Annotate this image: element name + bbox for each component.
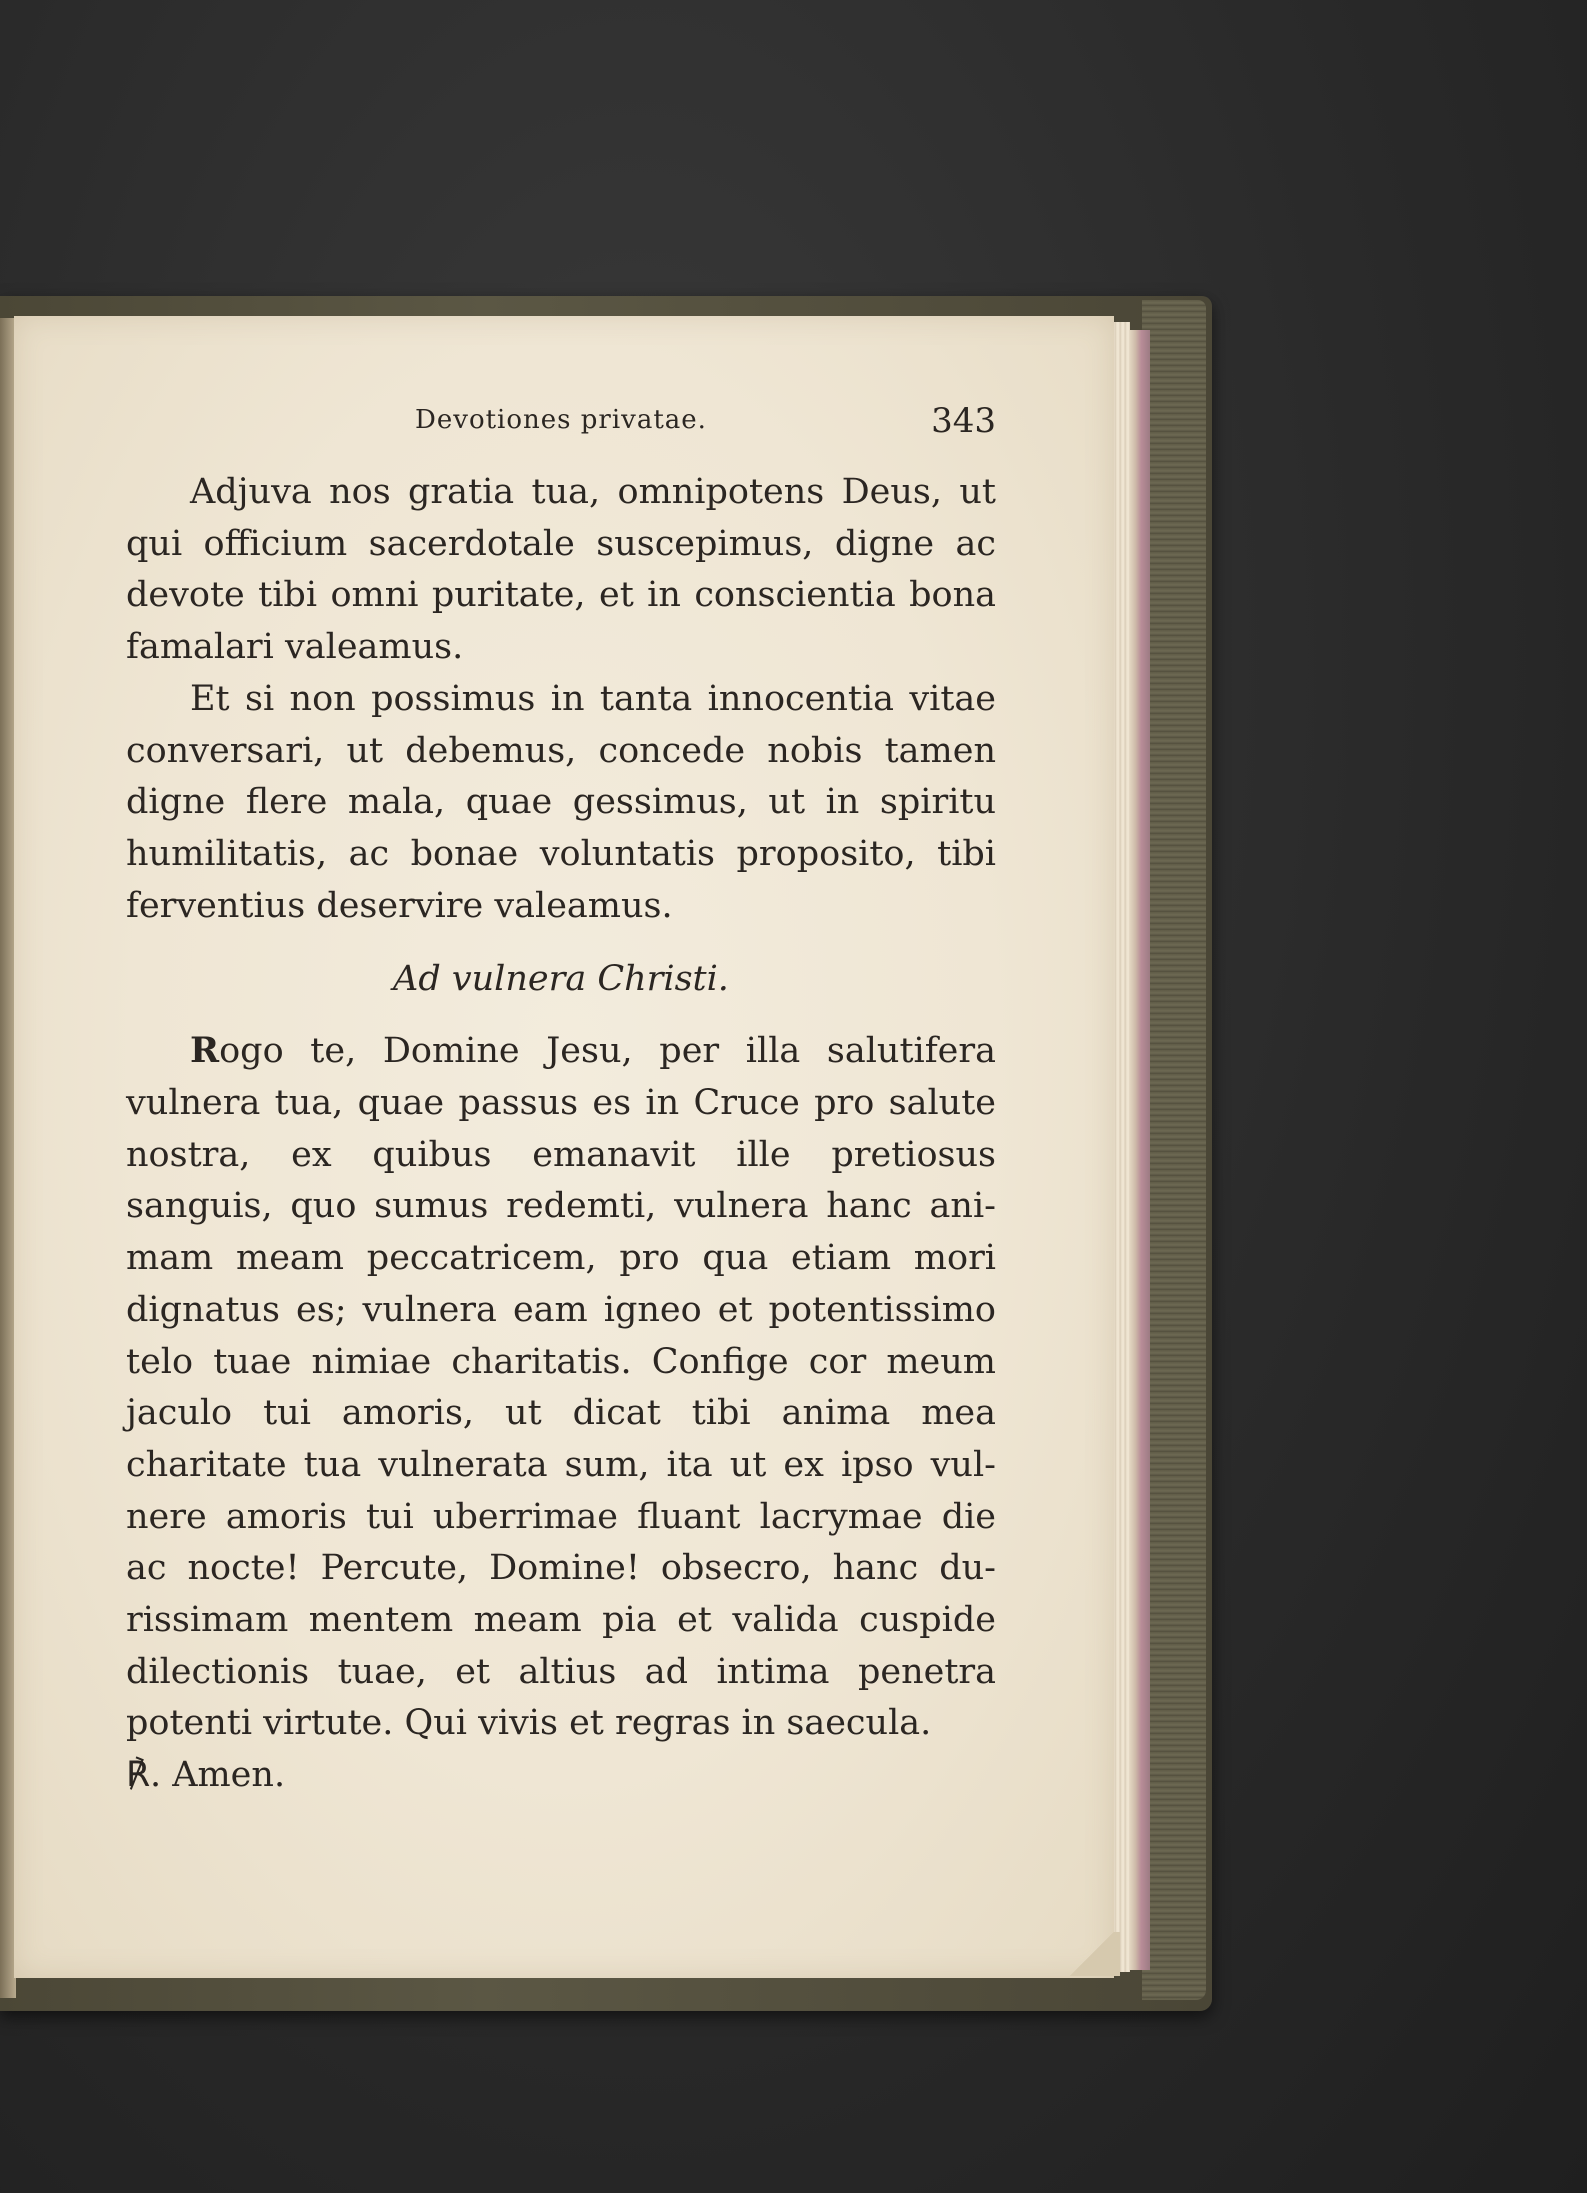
page-edge-lines	[1112, 322, 1130, 1972]
page-content	[126, 399, 996, 1802]
response-sign: ℟.	[126, 1755, 162, 1796]
response-text: Amen.	[172, 1755, 286, 1796]
section-heading: Ad vulnera Christi.	[393, 959, 729, 1000]
initial-letter: R	[190, 1030, 220, 1072]
page-edges-tinted	[1128, 330, 1150, 1970]
paragraph-rogo-text: ogo te, Domine Jesu, per illa salutifera vulnera tua, quae passus es in Cruce pro salute nostra, ex quibus emanavit ille pretiosus sanguis, quo sumus redemti, vulnera hanc animam meam peccatricem, pro qua etiam mori dignatus es; vulnera eam igneo et potentissimo telo tuae nimiae charitatis. Confige cor meum jaculo tui amoris, ut dicat tibi anima mea charitate tua vulnerata sum, ita ut ex ipso vulnere amoris tui uberrimae fluant lacrymae die ac nocte! Percute, Domine! obsecro, hanc durissimam mentem meam pia et valida cuspide dilectionis tuae, et altius ad intima penetra potenti virtute. Qui vivis et regras in saecula.	[126, 1031, 996, 1744]
book-binding-edge	[1142, 300, 1206, 2000]
text-body	[126, 467, 996, 1802]
page-corner-fold	[1064, 1932, 1120, 1976]
paragraph-adjuva: Adjuva nos gratia tua, omnipotens Deus, ut qui officium sacerdotale suscepimus, digne ac devote tibi omni puritate, et in conscientia bona famalari valeamus.	[126, 472, 996, 668]
running-title: Devotiones privatae.	[415, 405, 707, 435]
page-number: 343	[931, 401, 996, 441]
response-line	[126, 1750, 996, 1802]
book-page	[14, 316, 1114, 1978]
paragraph-et-si: Et si non possimus in tanta innocentia vitae conversari, ut debemus, concede nobis tamen digne flere mala, quae gessimus, ut in spiritu humilitatis, ac bonae voluntatis proposito, tibi ferventius deservire valeamus.	[126, 678, 996, 926]
paragraph-rogo	[126, 1025, 996, 1750]
running-head	[126, 399, 996, 443]
